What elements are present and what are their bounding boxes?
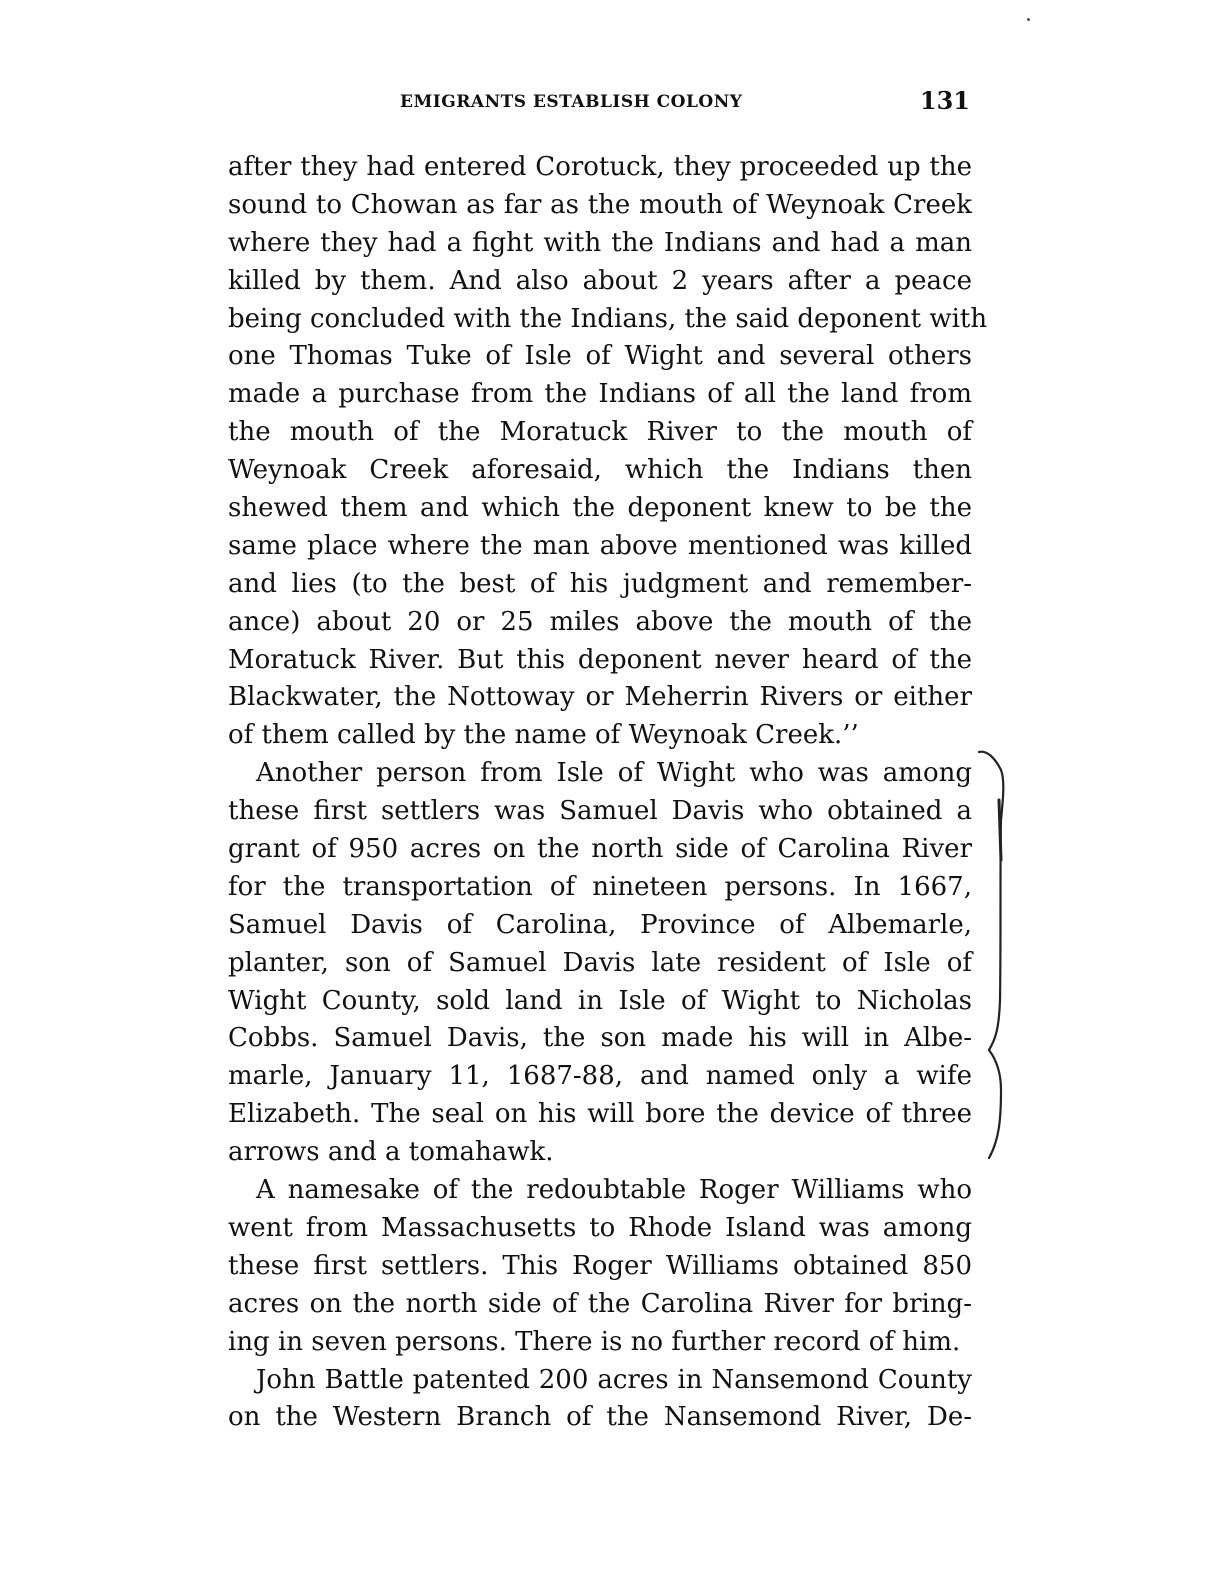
body-text [228, 149, 988, 1437]
text-line: one Thomas Tuke of Isle of Wight and several others [228, 341, 972, 372]
text-line: being concluded with the Indians, the said deponent with [228, 303, 988, 334]
paragraph [228, 1172, 972, 1361]
text-line: Blackwater, the Nottoway or Meherrin Rivers or either [228, 682, 972, 713]
paragraph [228, 755, 972, 1172]
text-line: went from Massachusetts to Rhode Island was among [228, 1212, 972, 1243]
text-line: Cobbs. Samuel Davis, the son made his will in Albe- [228, 1023, 972, 1054]
text-line: where they had a fight with the Indians and had a man [228, 227, 972, 258]
margin-bracket-annotation [975, 740, 1025, 1170]
running-title: EMIGRANTS ESTABLISH COLONY [400, 92, 743, 112]
text-line: same place where the man above mentioned was killed [228, 530, 972, 561]
text-line: ance) about 20 or 25 miles above the mouth of the [228, 606, 972, 637]
text-line: Wight County, sold land in Isle of Wight to Nicholas [228, 985, 972, 1016]
text-line: planter, son of Samuel Davis late resident of Isle of [228, 947, 972, 978]
text-line: arrows and a tomahawk. [228, 1137, 554, 1168]
page-header [228, 86, 972, 126]
page-number: 131 [919, 86, 970, 115]
paragraph [228, 149, 988, 755]
paragraph [228, 1362, 972, 1438]
text-line: killed by them. And also about 2 years after a peace [228, 265, 972, 296]
text-line: ing in seven persons. There is no further record of him. [228, 1326, 961, 1357]
text-line: after they had entered Corotuck, they proceeded up the [228, 152, 972, 182]
text-line: Moratuck River. But this deponent never heard of the [228, 644, 972, 675]
text-line: and lies (to the best of his judgment and remember- [228, 568, 972, 599]
text-line: Weynoak Creek aforesaid, which the Indians then [228, 455, 972, 486]
text-line: A namesake of the redoubtable Roger Williams who [256, 1175, 972, 1206]
text-line: of them called by the name of Weynoak Creek.’’ [228, 720, 859, 751]
ink-speck [1027, 18, 1030, 21]
text-line: acres on the north side of the Carolina River for bring- [228, 1288, 972, 1319]
text-line: Elizabeth. The seal on his will bore the device of three [228, 1099, 972, 1130]
text-line: John Battle patented 200 acres in Nansemond County [256, 1364, 972, 1395]
text-line: made a purchase from the Indians of all the land from [228, 379, 972, 410]
text-line: on the Western Branch of the Nansemond River, De- [228, 1402, 972, 1433]
text-line: grant of 950 acres on the north side of Carolina River [228, 834, 972, 865]
text-line: these first settlers was Samuel Davis who obtained a [228, 796, 972, 827]
text-line: these first settlers. This Roger Williams obtained 850 [228, 1250, 972, 1281]
text-line: for the transportation of nineteen persons. In 1667, [228, 871, 972, 902]
text-line: marle, January 11, 1687-88, and named only a wife [228, 1061, 972, 1092]
text-line: the mouth of the Moratuck River to the mouth of [228, 417, 972, 448]
text-line: Another person from Isle of Wight who was among [256, 758, 972, 789]
text-line: sound to Chowan as far as the mouth of Weynoak Creek [228, 189, 972, 220]
text-line: Samuel Davis of Carolina, Province of Albemarle, [228, 909, 972, 940]
text-line: shewed them and which the deponent knew to be the [228, 493, 972, 524]
